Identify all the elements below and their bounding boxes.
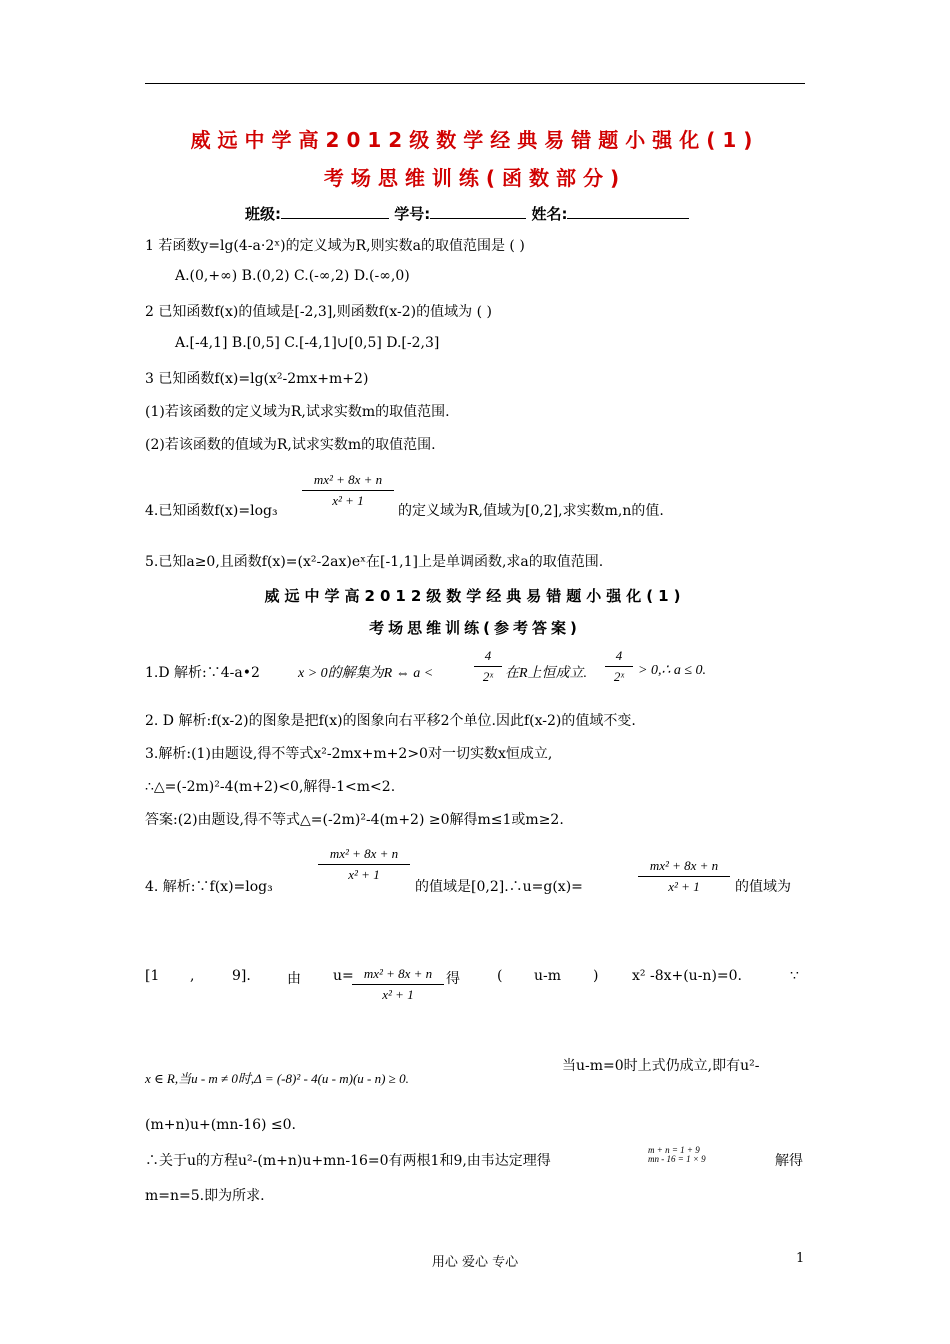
answer-4-line6: m=n=5.即为所求. bbox=[145, 1188, 265, 1204]
fraction-numerator: mx² + 8x + n bbox=[329, 846, 399, 861]
fraction-denominator: x² + 1 bbox=[382, 987, 414, 1002]
question-2-options: A.[-4,1] B.[0,5] C.[-4,1]∪[0,5] D.[-2,3] bbox=[175, 335, 440, 351]
answer-1-fraction-a bbox=[474, 648, 502, 685]
question-1: 1 若函数y=lg(4-a·2ˣ)的定义域为R,则实数a的取值范围是 ( ) bbox=[145, 238, 525, 254]
fraction-numerator: 4 bbox=[615, 648, 623, 663]
vieta-system bbox=[648, 1146, 706, 1164]
fraction-bar bbox=[352, 984, 444, 985]
fraction-bar bbox=[302, 490, 394, 491]
fraction-bar bbox=[318, 864, 410, 865]
question-3: 3 已知函数f(x)=lg(x²-2mx+m+2) bbox=[145, 371, 369, 387]
class-label: 班级: bbox=[245, 205, 281, 223]
answer-3-line-1: 3.解析:(1)由题设,得不等式x²-2mx+m+2>0对一切实数x恒成立, bbox=[145, 746, 553, 762]
answer-4-mid: 的值域是[0,2].∴u=g(x)= bbox=[415, 879, 583, 895]
answer-4-line2-f: 得 bbox=[446, 971, 460, 987]
answer-4-fraction-a bbox=[318, 846, 410, 883]
answer-4-line5: ∴关于u的方程u²-(m+n)u+mn-16=0有两根1和9,由韦达定理得 bbox=[145, 1153, 551, 1169]
answer-4-line2-j: x² -8x+(u-n)=0. bbox=[632, 968, 742, 984]
fraction-numerator: mx² + 8x + n bbox=[649, 858, 719, 873]
fraction-denominator: 2ˣ bbox=[613, 669, 625, 684]
answer-4-line2-e: u= bbox=[333, 968, 354, 984]
vieta-sum: m + n = 1 + 9 bbox=[648, 1145, 700, 1155]
answer-3-line-2: ∴△=(-2m)²-4(m+2)<0,解得-1<m<2. bbox=[145, 779, 396, 795]
answer-2: 2. D 解析:f(x-2)的图象是把f(x)的图象向右平移2个单位.因此f(x-2)的值域不变. bbox=[145, 713, 636, 729]
answer-4-line2-b: , bbox=[190, 968, 195, 984]
answer-4-line2-c: 9]. bbox=[232, 968, 251, 984]
question-4-suffix: 的定义域为R,值域为[0,2],求实数m,n的值. bbox=[398, 503, 664, 519]
answer-1-math: x > 0的解集为R ⇔ a < bbox=[298, 666, 434, 681]
answer-1-mid: 在R上恒成立. bbox=[505, 666, 588, 681]
answer-1-post: > 0,∴ a ≤ 0. bbox=[638, 663, 707, 678]
answer-3-line-3: 答案:(2)由题设,得不等式△=(-2m)²-4(m+2) ≥0解得m≤1或m≥2. bbox=[145, 812, 564, 828]
answer-4-fraction-c bbox=[352, 966, 444, 1003]
answer-1-prefix: 1.D 解析:∵4-a•2 bbox=[145, 665, 260, 681]
answer-4-line5-end: 解得 bbox=[775, 1153, 803, 1169]
fraction-numerator: mx² + 8x + n bbox=[313, 472, 383, 487]
answers-subtitle: 考场思维训练(参考答案) bbox=[369, 619, 581, 637]
fraction-denominator: 2ˣ bbox=[482, 669, 494, 684]
answer-1-fraction-b bbox=[605, 648, 633, 685]
question-3-part-1: (1)若该函数的定义域为R,试求实数m的取值范围. bbox=[145, 404, 450, 420]
answer-4-line4: (m+n)u+(mn-16) ≤0. bbox=[145, 1117, 296, 1133]
page-title: 威远中学高2012级数学经典易错题小强化(1) bbox=[190, 128, 760, 152]
fraction-numerator: 4 bbox=[484, 648, 492, 663]
answer-4-line2-d: 由 bbox=[287, 971, 301, 987]
fraction-bar bbox=[638, 876, 730, 877]
answer-4-line2-i: ) bbox=[593, 968, 599, 984]
footer-motto: 用心 爱心 专心 bbox=[431, 1255, 519, 1270]
answer-4-line2-a: [1 bbox=[145, 968, 160, 984]
question-3-part-2: (2)若该函数的值域为R,试求实数m的取值范围. bbox=[145, 437, 436, 453]
id-label: 学号: bbox=[394, 205, 431, 223]
name-label: 姓名: bbox=[531, 205, 568, 223]
class-blank[interactable] bbox=[281, 204, 389, 219]
page-number: 1 bbox=[796, 1251, 805, 1266]
name-blank[interactable] bbox=[567, 204, 689, 219]
question-2: 2 已知函数f(x)的值域是[-2,3],则函数f(x-2)的值域为 ( ) bbox=[145, 304, 492, 320]
answer-4-suffix: 的值域为 bbox=[735, 879, 791, 895]
answer-4-line3-text: 当u-m=0时上式仍成立,即有u²- bbox=[562, 1058, 760, 1074]
student-info-line bbox=[245, 203, 689, 224]
answers-title: 威远中学高2012级数学经典易错题小强化(1) bbox=[264, 587, 686, 605]
answer-4-line3-math: x ∈ R,当u - m ≠ 0时,Δ = (-8)² - 4(u - m)(u - n) ≥ 0. bbox=[145, 1071, 409, 1086]
page-subtitle: 考场思维训练(函数部分) bbox=[323, 166, 627, 190]
question-5: 5.已知a≥0,且函数f(x)=(x²-2ax)eˣ在[-1,1]上是单调函数,求a的取值范围. bbox=[145, 554, 604, 570]
header-rule bbox=[145, 83, 805, 84]
fraction-bar bbox=[605, 666, 633, 667]
fraction-denominator: x² + 1 bbox=[668, 879, 700, 894]
answer-4-line2-h: u-m bbox=[534, 968, 562, 984]
fraction-denominator: x² + 1 bbox=[348, 867, 380, 882]
fraction-denominator: x² + 1 bbox=[332, 493, 364, 508]
vieta-product: mn - 16 = 1 × 9 bbox=[648, 1154, 706, 1164]
id-blank[interactable] bbox=[430, 204, 526, 219]
answer-4-line2-g: ( bbox=[497, 968, 503, 984]
answer-4-prefix: 4. 解析:∵f(x)=log₃ bbox=[145, 879, 273, 895]
fraction-bar bbox=[474, 666, 502, 667]
question-4-fraction bbox=[302, 472, 394, 509]
answer-4-line2-k: ∵ bbox=[790, 968, 799, 984]
fraction-numerator: mx² + 8x + n bbox=[363, 966, 433, 981]
question-4-prefix: 4.已知函数f(x)=log₃ bbox=[145, 503, 278, 519]
question-1-options: A.(0,+∞) B.(0,2) C.(-∞,2) D.(-∞,0) bbox=[175, 268, 410, 284]
answer-4-fraction-b bbox=[638, 858, 730, 895]
